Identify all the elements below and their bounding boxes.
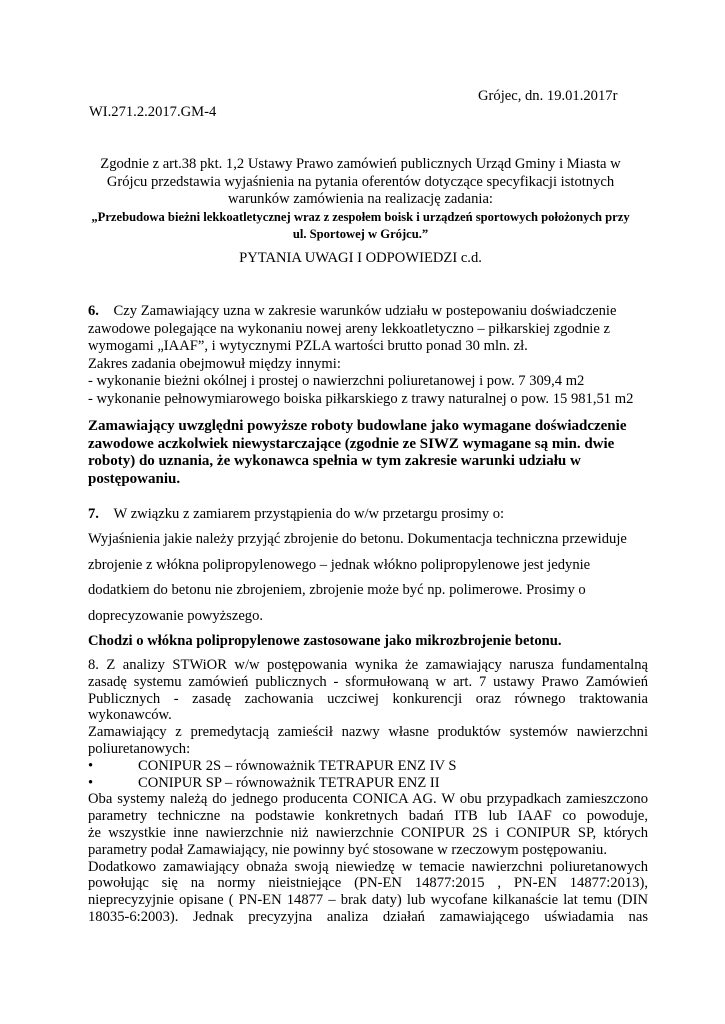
- task-title-line: „Przebudowa bieżni lekkoatletycznej wraz z zespołem boisk i urządzeń sportowych położonych przy: [91, 209, 630, 224]
- question-6: [88, 303, 648, 408]
- question-line: - wykonanie pełnowymiarowego boiska piłkarskiego z trawy naturalnej o pow. 15 981,51 m2: [88, 390, 634, 407]
- answer-line: zawodowe aczkolwiek niewystarczające (zgodnie ze SIWZ wymagane są min. dwie: [88, 435, 615, 452]
- question-line: Publicznych - zasadę zachowania uczciwej konkurencji oraz równego traktowania: [88, 690, 648, 707]
- answer-line: roboty) do uznania, że wykonawca spełnia w tym zakresie warunki udziału w: [88, 453, 581, 469]
- place-date: Grójec, dn. 19.01.2017r: [478, 88, 618, 104]
- question-number: 7.: [88, 506, 99, 522]
- question-line: Zakres zadania obejmowuł między innymi:: [88, 355, 341, 372]
- section-title: PYTANIA UWAGI I ODPOWIEDZI c.d.: [239, 250, 482, 266]
- question-7: [88, 502, 648, 654]
- bullet-icon: •: [88, 757, 94, 774]
- question-8: [88, 657, 648, 926]
- list-item-text: CONIPUR SP – równoważnik TETRAPUR ENZ II: [138, 774, 440, 791]
- question-line: Dodatkowo zamawiający obnaża swoją niewiedzę w temacie nawierzchni poliuretanowych: [88, 858, 648, 875]
- list-item: [88, 758, 648, 775]
- question-line: że wszystkie inne nawierzchnie niż nawierzchnie CONIPUR 2S i CONIPUR SP, których: [88, 824, 648, 841]
- question-line: Czy Zamawiający uzna w zakresie warunków udziału w postepowaniu doświadczenie: [113, 303, 617, 319]
- question-line: wymogami „IAAF”, i wytycznymi PZLA wartości brutto ponad 30 mln. zł.: [88, 338, 528, 354]
- question-line: nieprecyzyjnie opisane ( PN-EN 14877 – brak daty) lub wycofane kilkanaście lat temu (DIN: [88, 892, 648, 909]
- question-line: 8. Z analizy STWiOR w/w postępowania wynika że zamawiający narusza fundamentalną: [88, 657, 648, 673]
- question-line: parametry techniczne na podstawie konkretnych badań ITB lub IAAF co powoduje,: [88, 808, 648, 825]
- list-item: [88, 775, 648, 792]
- question-line: dodatkiem do betonu nie zbrojeniem, zbrojenie może być np. polimerowe. Prosimy o: [88, 582, 586, 599]
- question-line: wykonawców.: [88, 707, 172, 724]
- answer-line: postępowaniu.: [88, 470, 181, 487]
- bullet-icon: •: [88, 774, 94, 791]
- question-line: 18035-6:2003). Jednak precyzyjna analiza działań zamawiającego uświadamia nas: [88, 908, 648, 925]
- question-line: zawodowe polegające na wykonaniu nowej areny lekkoatletyczno – piłkarskiej zgodnie z: [88, 320, 610, 337]
- question-line: powołując się na normy nieistniejące (PN-EN 14877:2015 , PN-EN 14877:2013),: [88, 875, 648, 892]
- answer-6: [88, 418, 648, 488]
- question-line: Oba systemy należą do jednego producenta CONICA AG. W obu przypadkach zamieszczono: [88, 791, 648, 808]
- question-line: doprecyzowanie powyższego.: [88, 607, 264, 624]
- intro-paragraph: [70, 156, 651, 243]
- question-line: zbrojenie z włókna polipropylenowego – jednak włókno polipropylenowe jest jedynie: [88, 556, 591, 573]
- question-line: - wykonanie bieżni okólnej i prostej o nawierzchni poliuretanowej i pow. 7 309,4 m2: [88, 373, 585, 389]
- question-line: Wyjaśnienia jakie należy przyjąć zbrojenie do betonu. Dokumentacja techniczna przewiduje: [88, 531, 627, 548]
- reference-number: WI.271.2.2017.GM-4: [89, 104, 217, 120]
- intro-line: warunków zamówienia na realizację zadania:: [228, 191, 493, 207]
- question-line: zasadę systemu zamówień publicznych - sformułowaną w art. 7 ustawy Prawo Zamówień: [88, 673, 648, 690]
- answer-7: Chodzi o włókna polipropylenowe zastosowane jako mikrozbrojenie betonu.: [88, 633, 562, 650]
- answer-line: Zamawiający uwzględni powyższe roboty budowlane jako wymagane doświadczenie: [88, 418, 627, 434]
- question-line: Zamawiający z premedytacją zamieścił nazwy własne produktów systemów nawierzchni: [88, 724, 648, 741]
- question-line: poliuretanowych:: [88, 740, 191, 757]
- task-title-line: ul. Sportowej w Grójcu.”: [292, 226, 429, 241]
- question-number: 6.: [88, 303, 99, 319]
- intro-line: Grójcu przedstawia wyjaśnienia na pytania oferentów dotyczące specyfikacji istotnych: [106, 173, 615, 190]
- list-item-text: CONIPUR 2S – równoważnik TETRAPUR ENZ IV S: [138, 757, 457, 774]
- question-line: parametry podał Zamawiający, nie powinny być stosowane w rzeczowym postępowaniu.: [88, 841, 607, 858]
- intro-line: Zgodnie z art.38 pkt. 1,2 Ustawy Prawo zamówień publicznych Urząd Gminy i Miasta w: [100, 156, 621, 172]
- question-lead: W związku z zamiarem przystąpienia do w/w przetargu prosimy o:: [113, 506, 505, 522]
